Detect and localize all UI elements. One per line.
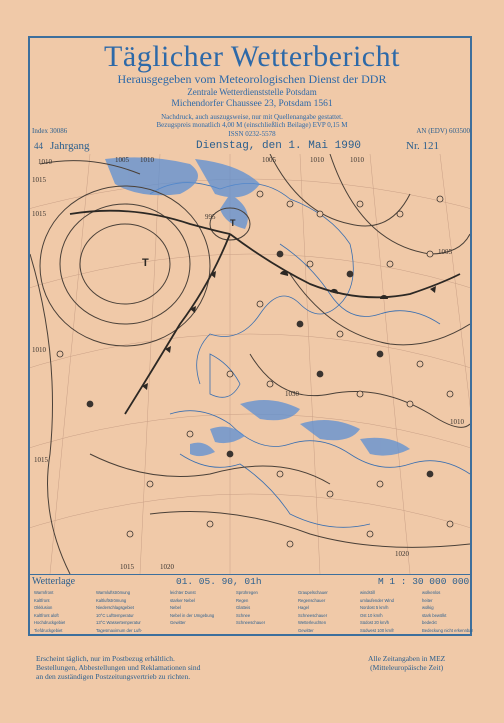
subscription-line-3: an den zuständigen Postzeitungsvertrieb zu richten. bbox=[36, 672, 191, 681]
weather-map bbox=[30, 154, 470, 574]
legend-item: Nordost 5 km/h bbox=[360, 605, 389, 610]
legend-item: umlaufender Wind bbox=[360, 597, 394, 603]
legend-item: Glatteis bbox=[236, 605, 251, 610]
publisher-line: Herausgegeben vom Meteorologischen Dienst der DDR bbox=[117, 72, 387, 86]
legend-precipitation bbox=[236, 590, 265, 628]
legend-item: Nebel bbox=[170, 605, 181, 610]
legend-item: Warmfront bbox=[34, 590, 54, 595]
legend-item: Warmluftströmung bbox=[96, 590, 131, 595]
jahrgang-label: Jahrgang bbox=[50, 140, 90, 152]
address-line: Michendorfer Chaussee 23, Potsdam 1561 bbox=[171, 99, 333, 109]
isobar-label: 1030 bbox=[285, 390, 299, 398]
legend-fronts bbox=[34, 590, 65, 635]
legend-item: Schneeschauer bbox=[298, 612, 328, 618]
isobar-label: 1010 bbox=[38, 158, 52, 166]
issn: ISSN 0232-5578 bbox=[228, 130, 276, 138]
isobar-label: 1010 bbox=[310, 156, 324, 164]
isobar-label: 1010 bbox=[140, 156, 154, 164]
legend-visibility bbox=[170, 590, 214, 628]
legend-item: Regenschauer bbox=[298, 597, 326, 603]
legend-item: Wetterleuchten bbox=[298, 620, 327, 625]
legend-item: Kaltfront aloft bbox=[34, 612, 59, 618]
isobar-label: 1015 bbox=[32, 210, 46, 218]
legend-item: heiter bbox=[422, 597, 433, 603]
map-scale: M 1 : 30 000 000 bbox=[378, 576, 470, 587]
legend-item: wolkenlos bbox=[422, 590, 441, 595]
legend-showers bbox=[298, 590, 328, 635]
isobar-label: 1010 bbox=[350, 156, 364, 164]
legend-item: Niederschlagsgebiet bbox=[96, 605, 134, 610]
isobar-label: 1015 bbox=[34, 456, 48, 464]
legend-item: Gewitter bbox=[298, 627, 314, 633]
legend-airflow bbox=[96, 590, 142, 635]
time-zone-line-2: (Mitteleuropäische Zeit) bbox=[370, 663, 444, 672]
time-zone-line-1: Alle Zeitangaben in MEZ bbox=[368, 654, 446, 663]
legend-item: starker Nebel bbox=[170, 597, 195, 603]
legend-item: 10°C Lufttemperatur bbox=[96, 612, 134, 618]
isobar-label: 1005 bbox=[262, 156, 276, 164]
map-time: 01. 05. 90, 01h bbox=[176, 576, 262, 587]
index-number: Index 30086 bbox=[32, 127, 68, 135]
issue-header-row bbox=[28, 138, 472, 154]
weather-map-svg bbox=[30, 154, 470, 574]
legend-item: Sprühregen bbox=[236, 590, 258, 595]
legend-item: Bedeckung nicht erkennbar bbox=[422, 627, 473, 633]
notice-line-1: Nachdruck, auch auszugsweise, nur mit Quellenangabe gestattet. bbox=[161, 113, 343, 121]
legend-item: Schnee bbox=[236, 612, 251, 618]
legend-item: leichter Dunst bbox=[170, 590, 196, 595]
legend-item: wolkig bbox=[422, 605, 434, 610]
legend-item: windstill bbox=[360, 590, 375, 595]
isobar-label: 1020 bbox=[395, 550, 409, 558]
legend-item: Tagesmaximum der Luft- bbox=[96, 627, 143, 633]
wetterlage-label: Wetterlage bbox=[32, 576, 76, 587]
legend-item: Regen bbox=[236, 597, 249, 603]
jahrgang-number: 44 bbox=[34, 141, 43, 151]
subscription-line-1: Erscheint täglich, nur im Postbezug erhältlich. bbox=[36, 654, 175, 663]
legend-item: Südwest 100 km/h bbox=[360, 627, 395, 633]
map-footer bbox=[28, 574, 472, 587]
legend-item: Kaltluftströmung bbox=[96, 597, 127, 603]
legend-wind bbox=[360, 590, 394, 635]
legend-cloud-cover bbox=[422, 590, 473, 635]
legend-item: Südost 20 km/h bbox=[360, 620, 390, 625]
legend-item: Okklusion bbox=[34, 605, 53, 610]
isobar-label: 1005 bbox=[438, 248, 452, 256]
low-pressure-symbol-2: T bbox=[230, 218, 236, 228]
legend-item: Schneeschauer bbox=[236, 620, 266, 625]
legend-item: Ost 10 km/h bbox=[360, 612, 383, 618]
legend-item: bedeckt bbox=[422, 620, 437, 625]
legend-item: Graupelschauer bbox=[298, 590, 328, 595]
office-line: Zentrale Wetterdienststelle Potsdam bbox=[187, 87, 317, 97]
page-title: Täglicher Wetterbericht bbox=[104, 40, 400, 73]
issue-date: Dienstag, den 1. Mai 1990 bbox=[196, 140, 362, 152]
low-pressure-symbol: T bbox=[142, 257, 149, 269]
legend-item: 13°C Wassertemperatur bbox=[96, 620, 141, 625]
legend-item: Hagel bbox=[298, 605, 309, 610]
legend-item: Tiefdruckgebiet bbox=[34, 627, 63, 633]
isobar-label: 995 bbox=[205, 213, 216, 221]
issue-number: Nr. 121 bbox=[406, 140, 439, 152]
subscription-line-2: Bestellungen, Abbestellungen und Reklamationen sind bbox=[36, 663, 201, 672]
isobar-label: 1015 bbox=[32, 176, 46, 184]
legend-item: Hochdruckgebiet bbox=[34, 620, 66, 625]
an-code: AN (EDV) 603500 bbox=[416, 127, 470, 135]
subscription-info bbox=[36, 654, 200, 681]
legend-item: Gewitter bbox=[170, 620, 186, 625]
time-zone-note bbox=[368, 654, 445, 672]
notice-line-2: Bezugspreis monatlich 4,00 M (einschließlich Beilage) EVP 0,15 M bbox=[156, 121, 348, 129]
isobar-label: 1010 bbox=[450, 418, 464, 426]
legend-item: Nebel in der Umgebung bbox=[170, 612, 215, 618]
isobar-label: 1010 bbox=[32, 346, 46, 354]
isobar-label: 1015 bbox=[120, 563, 134, 571]
legend-item: Kaltfront bbox=[34, 597, 50, 603]
map-legend bbox=[30, 588, 473, 634]
legend-item: stark bewölkt bbox=[422, 612, 447, 618]
isobar-label: 1020 bbox=[160, 563, 174, 571]
isobar-label: 1005 bbox=[115, 156, 129, 164]
